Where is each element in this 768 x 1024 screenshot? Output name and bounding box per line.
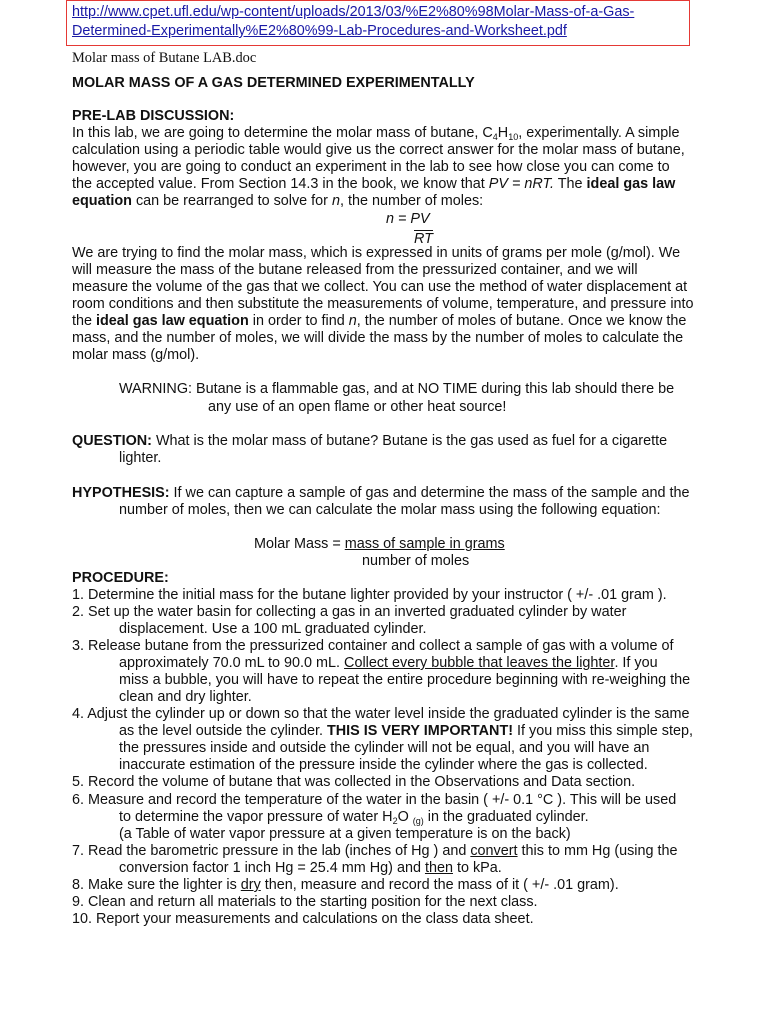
- procedure-step-6-line-1: 6. Measure and record the temperature of the water in the basin ( +/- 0.1 °C ). This will be used: [72, 792, 677, 808]
- procedure-step-4-line-2: as the level outside the cylinder. THIS IS VERY IMPORTANT! If you miss this simple step,: [119, 723, 693, 739]
- procedure-step-5: 5. Record the volume of butane that was collected in the Observations and Data section.: [72, 774, 636, 790]
- moles-equation-numerator: n = PV: [386, 211, 430, 227]
- procedure-step-1: 1. Determine the initial mass for the butane lighter provided by your instructor ( +/- .01 gram ).: [72, 587, 667, 603]
- prelab-paragraph-2-line-6: mass, and the number of moles, we will divide the mass by the number of moles to calculate the: [72, 330, 684, 346]
- prelab-paragraph-2-line-1: We are trying to find the molar mass, which is expressed in units of grams per mole (g/mol). We: [72, 245, 681, 261]
- prelab-paragraph-2-line-3: measure the volume of the gas that we collect. You can use the method of water displacement at: [72, 279, 688, 295]
- procedure-step-4-line-4: inaccurate estimation of the pressure inside the cylinder where the gas is collected.: [119, 757, 648, 773]
- prelab-paragraph-2-line-2: will measure the mass of the butane released from the pressurized container, and we will: [72, 262, 638, 278]
- prelab-paragraph-1-line-1: In this lab, we are going to determine the molar mass of butane, $C_4H_{10}$, experimentally. A simple: [72, 125, 680, 142]
- procedure-step-3-line-4: clean and dry lighter.: [119, 689, 252, 705]
- moles-equation-denominator: RT: [414, 231, 433, 247]
- procedure-heading: PROCEDURE:: [72, 570, 169, 586]
- procedure-step-3-line-3: miss a bubble, you will have to repeat the entire procedure beginning with re-weighing the: [119, 672, 691, 688]
- procedure-step-3-line-2: approximately 70.0 mL to 90.0 mL. Collect every bubble that leaves the lighter. If you: [119, 655, 658, 671]
- question-label: QUESTION:: [72, 433, 152, 449]
- prelab-paragraph-2-line-5: the ideal gas law equation in order to find n, the number of moles of butane. Once we know the: [72, 313, 687, 329]
- warning-line-1: WARNING: Butane is a flammable gas, and at NO TIME during this lab should there be: [119, 381, 675, 397]
- hypothesis-line-2: number of moles, then we can calculate the molar mass using the following equation:: [119, 502, 661, 518]
- document-title: MOLAR MASS OF A GAS DETERMINED EXPERIMENTALLY: [72, 75, 475, 91]
- molar-mass-denominator: number of moles: [362, 553, 470, 569]
- molar-mass-numerator: mass of sample in grams: [344, 536, 505, 552]
- source-url-line-1[interactable]: http://www.cpet.ufl.edu/wp-content/uploads/2013/03/%E2%80%98Molar-Mass-of-a-Gas-: [72, 4, 635, 20]
- procedure-step-4-line-1: 4. Adjust the cylinder up or down so that the water level inside the graduated cylinder is the same: [72, 706, 690, 722]
- prelab-heading: PRE-LAB DISCUSSION:: [72, 108, 235, 124]
- prelab-paragraph-1-line-4: the accepted value. From Section 14.3 in the book, we know that PV = nRT. The ideal gas law: [72, 176, 676, 192]
- procedure-step-6-line-2: to determine the vapor pressure of water $H_2O$ $_{(g)}$ in the graduated cylinder.: [119, 809, 589, 826]
- hypothesis-line-1: HYPOTHESIS: If we can capture a sample of gas and determine the mass of the sample and the: [72, 485, 690, 501]
- procedure-step-2-line-2: displacement. Use a 100 mL graduated cylinder.: [119, 621, 427, 637]
- procedure-step-7-line-2: conversion factor 1 inch Hg = 25.4 mm Hg) and then to kPa.: [119, 860, 502, 876]
- source-url-line-2[interactable]: Determined-Experimentally%E2%80%99-Lab-Procedures-and-Worksheet.pdf: [72, 23, 567, 39]
- procedure-step-6-line-3: (a Table of water vapor pressure at a given temperature is on the back): [119, 826, 571, 842]
- question-line-1: QUESTION: What is the molar mass of butane? Butane is the gas used as fuel for a cigarette: [72, 433, 668, 449]
- procedure-step-9: 9. Clean and return all materials to the starting position for the next class.: [72, 894, 538, 910]
- procedure-step-2-line-1: 2. Set up the water basin for collecting a gas in an inverted graduated cylinder by water: [72, 604, 627, 620]
- prelab-paragraph-1-line-2: calculation using a periodic table would give us the correct answer for the molar mass of butane,: [72, 142, 685, 158]
- hypothesis-label: HYPOTHESIS:: [72, 485, 170, 501]
- procedure-step-3-line-1: 3. Release butane from the pressurized container and collect a sample of gas with a volume of: [72, 638, 674, 654]
- procedure-step-7-line-1: 7. Read the barometric pressure in the lab (inches of Hg ) and convert this to mm Hg (using the: [72, 843, 678, 859]
- question-line-2: lighter.: [119, 450, 162, 466]
- warning-line-2: any use of an open flame or other heat source!: [208, 399, 507, 415]
- procedure-step-10: 10. Report your measurements and calculations on the class data sheet.: [72, 911, 534, 927]
- molar-mass-equation: Molar Mass = mass of sample in grams: [254, 536, 505, 552]
- prelab-paragraph-1-line-3: however, you are going to conduct an experiment in the lab to see how close you can come to: [72, 159, 670, 175]
- procedure-step-4-line-3: the pressures inside and outside the cylinder will not be equal, and you will have an: [119, 740, 650, 756]
- prelab-paragraph-2-line-7: molar mass (g/mol).: [72, 347, 200, 363]
- prelab-paragraph-1-line-5: equation can be rearranged to solve for n, the number of moles:: [72, 193, 484, 209]
- document-filename: Molar mass of Butane LAB.doc: [72, 50, 257, 66]
- procedure-step-8: 8. Make sure the lighter is dry then, measure and record the mass of it ( +/- .01 gram).: [72, 877, 619, 893]
- prelab-paragraph-2-line-4: room conditions and then substitute the measurements of volume, temperature, and pressure into: [72, 296, 694, 312]
